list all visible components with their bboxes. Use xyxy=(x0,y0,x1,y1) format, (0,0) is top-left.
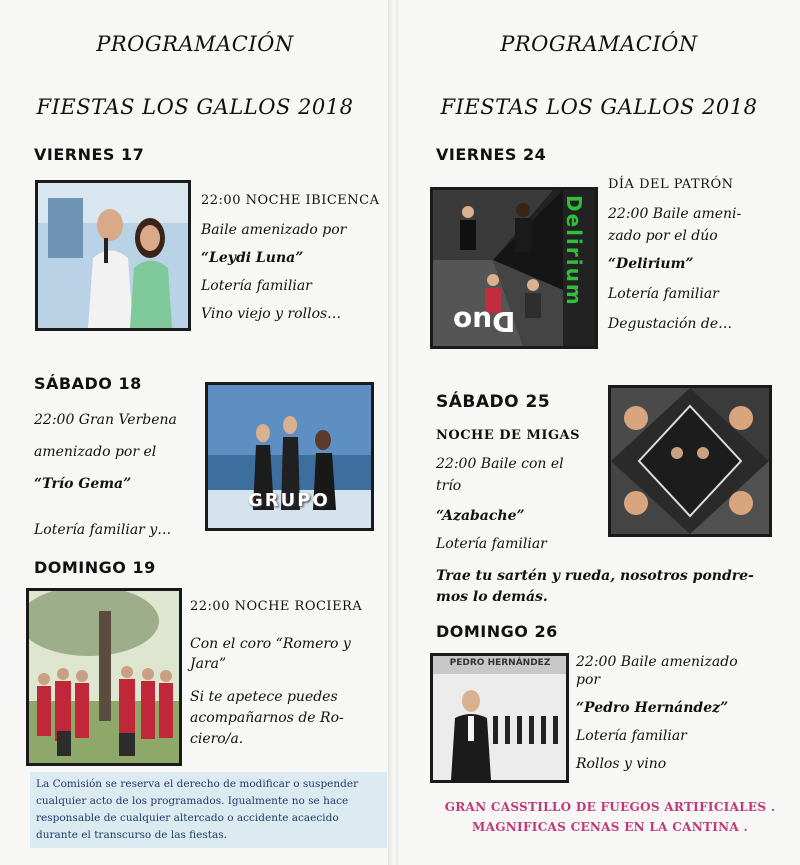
domingo19-line5: acompañarnos de Ro- xyxy=(190,710,344,726)
viernes17-line2: Baile amenizado por xyxy=(201,222,347,238)
photo-leydi-luna xyxy=(35,180,191,331)
sabado25-line3: trío xyxy=(436,478,462,494)
sabado18-line4: Lotería familiar y… xyxy=(34,522,172,538)
viernes24-line4: “Delirium” xyxy=(608,256,694,272)
heading-domingo-19: DOMINGO 19 xyxy=(34,558,156,577)
domingo26-line3: “Pedro Hernández” xyxy=(576,700,729,716)
left-panel xyxy=(0,0,390,865)
sabado18-line1: 22:00 Gran Verbena xyxy=(34,412,177,428)
footer-fireworks: GRAN CASSTILLO DE FUEGOS ARTIFICIALES . xyxy=(444,800,776,814)
viernes17-line4: Lotería familiar xyxy=(201,278,312,294)
photo-coro-romero-y-jara xyxy=(26,588,182,766)
right-subtitle: FIESTAS LOS GALLOS 2018 xyxy=(440,95,758,119)
sabado25-line4: “Azabache” xyxy=(436,508,525,524)
heading-domingo-26: DOMINGO 26 xyxy=(436,622,558,641)
pedro-photo-text: PEDRO HERNÁNDEZ xyxy=(449,658,551,668)
viernes24-line6: Degustación de… xyxy=(608,316,733,332)
viernes17-line5: Vino viejo y rollos… xyxy=(201,306,342,322)
photo-trio-azabache xyxy=(608,385,772,537)
viernes24-line3: zado por el dúo xyxy=(608,228,718,244)
sabado25-line7: mos lo demás. xyxy=(436,589,548,605)
domingo26-line5: Rollos y vino xyxy=(576,756,667,772)
domingo26-line4: Lotería familiar xyxy=(576,728,687,744)
viernes24-line1: DÍA DEL PATRÓN xyxy=(608,177,734,192)
photo-trio-gema xyxy=(205,382,374,531)
heading-viernes-24: VIERNES 24 xyxy=(436,145,547,164)
domingo19-line2: Con el coro “Romero y xyxy=(190,636,351,652)
trio-gema-photo-text: GRUPO xyxy=(248,490,330,511)
left-subtitle: FIESTAS LOS GALLOS 2018 xyxy=(36,95,354,119)
sabado25-line5: Lotería familiar xyxy=(436,536,547,552)
delirium-photo-text: Delirium xyxy=(562,195,586,307)
domingo19-line4: Si te apetece puedes xyxy=(190,689,338,705)
left-title: PROGRAMACIÓN xyxy=(96,32,294,56)
viernes24-line5: Lotería familiar xyxy=(608,286,719,302)
heading-sabado-25: SÁBADO 25 xyxy=(436,392,551,412)
sabado25-line2: 22:00 Baile con el xyxy=(436,456,564,472)
disclaimer-note: La Comisión se reserva el derecho de modificar o suspender cualquier acto de los programados. Igualmente no se hace responsable de cualquier altercado o accidente acaecido durante el transcurso de las fiestas. xyxy=(30,772,387,848)
viernes17-line1: 22:00 NOCHE IBICENCA xyxy=(201,193,380,208)
heading-sabado-18: SÁBADO 18 xyxy=(34,374,142,393)
viernes17-line3: “Leydi Luna” xyxy=(201,250,304,266)
heading-viernes-17: VIERNES 17 xyxy=(34,145,145,164)
sabado25-line6: Trae tu sartén y rueda, nosotros pondre- xyxy=(436,568,754,584)
footer-cantina: MAGNIFICAS CENAS EN LA CANTINA . xyxy=(472,820,748,834)
viernes24-line2: 22:00 Baile ameni- xyxy=(608,206,742,222)
domingo19-line3: Jara” xyxy=(190,656,227,672)
domingo26-line2: por xyxy=(576,672,601,688)
sabado18-line3: “Trío Gema” xyxy=(34,476,132,492)
photo-duo-delirium xyxy=(430,187,598,349)
duo-photo-text: Duo xyxy=(453,305,516,338)
domingo26-line1: 22:00 Baile amenizado xyxy=(576,654,738,670)
sabado25-line1: NOCHE DE MIGAS xyxy=(436,428,581,443)
photo-pedro-hernandez xyxy=(430,653,569,783)
domingo19-line6: ciero/a. xyxy=(190,731,244,747)
sabado18-line2: amenizado por el xyxy=(34,444,157,460)
right-title: PROGRAMACIÓN xyxy=(500,32,698,56)
domingo19-line1: 22:00 NOCHE ROCIERA xyxy=(190,599,363,614)
right-panel xyxy=(398,0,800,865)
